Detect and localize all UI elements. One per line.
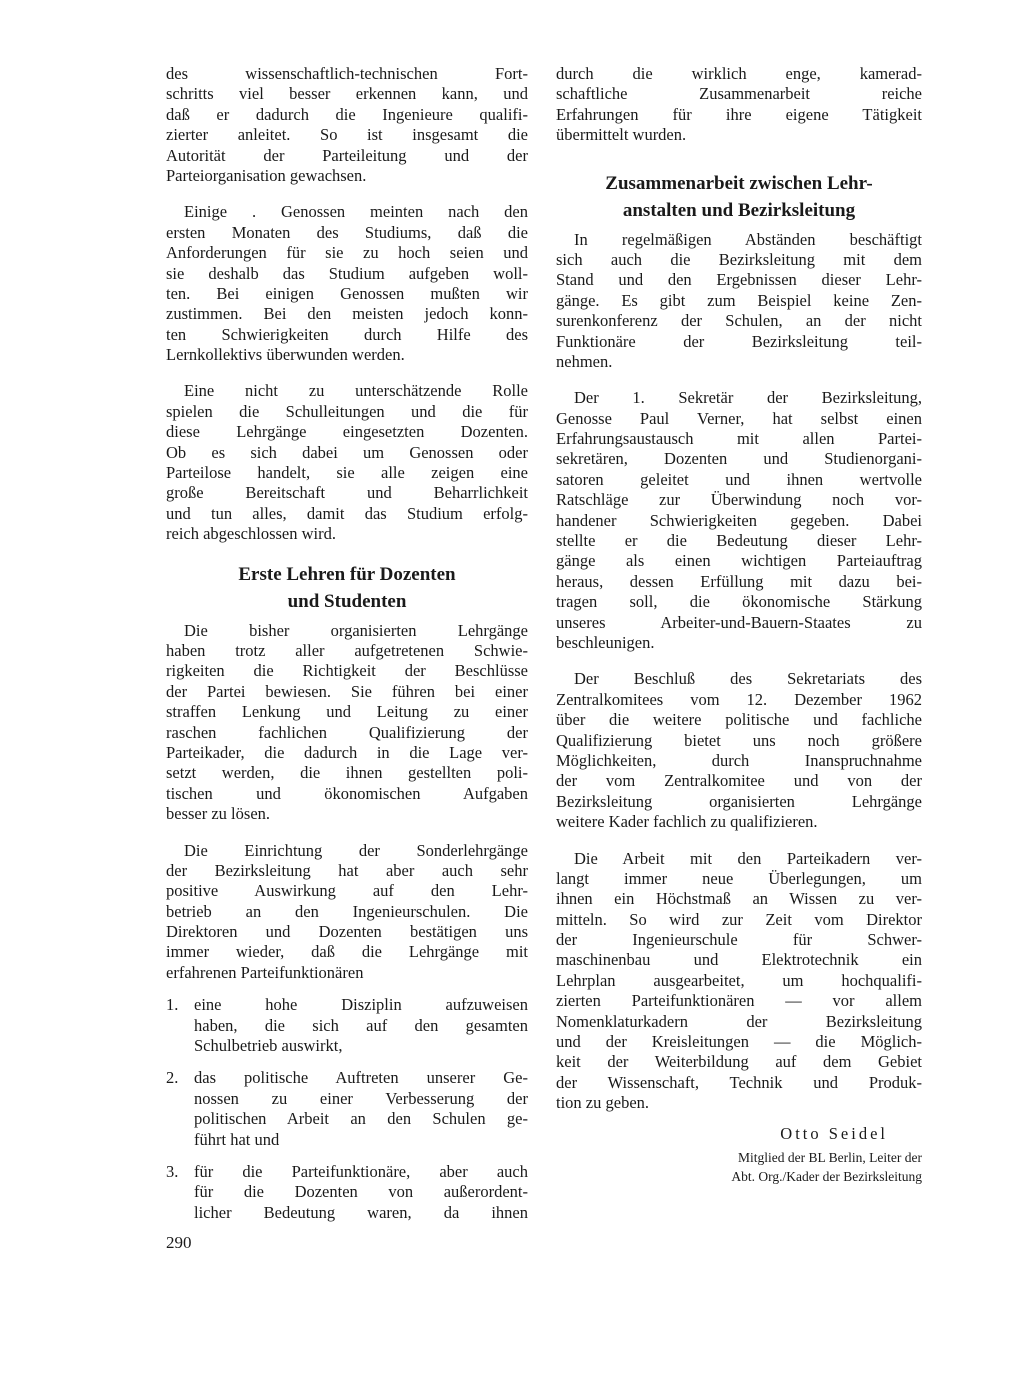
text-line: In regelmäßigen Abständen beschäftigt — [574, 229, 922, 249]
heading-line: Zusammenarbeit zwischen Lehr- — [605, 172, 873, 194]
text-line: haben, die sich auf den gesamten — [194, 1015, 528, 1035]
text-line: Stand und den Ergebnissen dieser Lehr- — [556, 270, 922, 290]
paragraph — [166, 381, 528, 544]
paragraph — [166, 621, 528, 825]
author-role-line: Abt. Org./Kader der Bezirksleitung — [731, 1168, 922, 1184]
text-line: handener Schwierigkeiten gegeben. Dabei — [556, 510, 922, 530]
heading-line: und Studenten — [287, 590, 407, 612]
text-line: Die Arbeit mit den Parteikadern ver- — [574, 848, 922, 868]
text-line: Parteikader, die dadurch in die Lage ver- — [166, 742, 528, 762]
text-line: ten. Bei einigen Genossen mußten wir — [166, 283, 528, 303]
text-line: Die bisher organisierten Lehrgänge — [184, 620, 528, 640]
text-line: der vom Zentralkomitee und von der — [556, 771, 922, 791]
text-line: erfahrenen Parteifunktionären — [166, 962, 364, 982]
page-number: 290 — [166, 1233, 192, 1252]
paragraph — [556, 64, 922, 146]
text-line: Funktionäre der Bezirksleitung teil- — [556, 331, 922, 351]
list-number: 2. — [166, 1068, 179, 1088]
text-line: durch die wirklich enge, kamerad- — [556, 64, 922, 83]
text-line: übermittelt wurden. — [556, 125, 687, 145]
text-line: reich abgeschlossen wird. — [166, 524, 336, 544]
list-item — [166, 995, 528, 1056]
text-line: Ratschläge zur Überwindung noch vor- — [556, 490, 922, 510]
text-line: Parteiorganisation gewachsen. — [166, 165, 367, 185]
text-line: und der Kreisleitungen — die Möglich- — [556, 1032, 922, 1052]
author-role-line: Mitglied der BL Berlin, Leiter der — [738, 1149, 922, 1165]
text-line: positive Auswirkung auf den Lehr- — [166, 881, 528, 901]
section-heading — [556, 170, 922, 224]
list-body — [194, 1068, 528, 1150]
text-line: mitteln. So wird zur Zeit vom Direktor — [556, 909, 922, 929]
text-line: Der 1. Sekretär der Bezirksleitung, — [574, 388, 922, 408]
paragraph — [556, 669, 922, 832]
text-line: licher Bedeutung waren, da ihnen — [194, 1202, 528, 1222]
list-item — [166, 1162, 528, 1223]
text-line: Zentralkomitees vom 12. Dezember 1962 — [556, 689, 922, 709]
text-line: Nomenklaturkadern der Bezirksleitung — [556, 1011, 922, 1031]
text-line: immer wieder, daß die Lehrgänge mit — [166, 942, 528, 962]
text-line: Eine nicht zu unterschätzende Rolle — [184, 381, 528, 401]
text-line: keit der Weiterbildung auf dem Gebiet — [556, 1052, 922, 1072]
text-line: Lernkollektivs überwunden werden. — [166, 345, 405, 365]
right-column — [556, 64, 922, 1186]
text-line: Möglichkeiten, durch Inanspruchnahme — [556, 750, 922, 770]
text-line: sich auch die Bezirksleitung mit dem — [556, 249, 922, 269]
text-line: straffen Lenkung und Leitung zu einer — [166, 702, 528, 722]
text-line: und tun alles, damit das Studium erfolg- — [166, 503, 528, 523]
text-line: Der Beschluß des Sekretariats des — [574, 669, 922, 689]
text-line: Einige . Genossen meinten nach den — [184, 202, 528, 222]
text-line: zierten Parteifunktionären — vor allem — [556, 991, 922, 1011]
author-name: Otto Seidel — [780, 1123, 888, 1143]
text-line: zustimmen. Bei den meisten jedoch konn- — [166, 304, 528, 324]
text-line: tischen und ökonomischen Aufgaben — [166, 783, 528, 803]
paragraph — [556, 849, 922, 1114]
text-line: für die Dozenten von außerordent- — [194, 1182, 528, 1202]
text-line: über die weitere politische und fachliche — [556, 710, 922, 730]
paragraph — [556, 388, 922, 653]
text-line: Bezirksleitung organisierten Lehrgänge — [556, 791, 922, 811]
text-line: heraus, dessen Erfüllung mit dazu bei- — [556, 571, 922, 591]
text-line: unseres Arbeiter-und-Bauern-Staates zu — [556, 612, 922, 632]
text-line: betrieb an den Ingenieurschulen. Die — [166, 901, 528, 921]
paragraph — [166, 202, 528, 365]
text-line: ersten Monaten des Studiums, daß die — [166, 222, 528, 242]
text-line: gänge. Es gibt zum Beispiel keine Zen- — [556, 290, 922, 310]
text-line: politischen Arbeit an den Schulen ge- — [194, 1109, 528, 1129]
text-line: nehmen. — [556, 351, 613, 371]
paragraph — [166, 841, 528, 984]
section-heading — [166, 561, 528, 615]
text-line: stellte er die Bedeutung dieser Lehr- — [556, 531, 922, 551]
text-line: Parteilose handelt, sie alle zeigen eine — [166, 463, 528, 483]
text-line: tragen soll, die ökonomische Stärkung — [556, 592, 922, 612]
text-line: haben trotz aller aufgetretenen Schwie- — [166, 640, 528, 660]
text-line: daß er dadurch die Ingenieure qualifi- — [166, 104, 528, 124]
list-number: 1. — [166, 995, 179, 1015]
text-line: schritts viel besser erkennen kann, und — [166, 84, 528, 104]
list-body — [194, 1162, 528, 1223]
text-line: große Bereitschaft und Beharrlichkeit — [166, 483, 528, 503]
text-line: Qualifizierung bietet uns noch größere — [556, 730, 922, 750]
paragraph — [556, 230, 922, 373]
text-line: Anforderungen für sie zu hoch seien und — [166, 243, 528, 263]
text-line: ten Schwierigkeiten durch Hilfe des — [166, 324, 528, 344]
text-line: Die Einrichtung der Sonderlehrgänge — [184, 840, 528, 860]
list-number: 3. — [166, 1161, 179, 1181]
list-item — [166, 1068, 528, 1150]
text-line: nossen zu einer Verbesserung der — [194, 1088, 528, 1108]
paragraph — [166, 64, 528, 186]
text-line: raschen fachlichen Qualifizierung der — [166, 722, 528, 742]
text-line: eine hohe Disziplin aufzuweisen — [194, 995, 528, 1015]
text-line: Genosse Paul Verner, hat selbst einen — [556, 408, 922, 428]
text-line: surenkonferenz der Schulen, an der nicht — [556, 311, 922, 331]
text-line: ihnen ein Höchstmaß an Wissen zu ver- — [556, 889, 922, 909]
text-line: der Ingenieurschule für Schwer- — [556, 930, 922, 950]
text-line: langt immer neue Überlegungen, um — [556, 868, 922, 888]
text-line: des wissenschaftlich-technischen Fort- — [166, 64, 528, 83]
text-line: tion zu geben. — [556, 1093, 650, 1113]
text-line: gänge als einen wichtigen Parteiauftrag — [556, 551, 922, 571]
text-line: schaftliche Zusammenarbeit reiche — [556, 84, 922, 104]
text-line: maschinenbau und Elektrotechnik ein — [556, 950, 922, 970]
text-line: Ob es sich dabei um Genossen oder — [166, 442, 528, 462]
text-line: der Wissenschaft, Technik und Produk- — [556, 1072, 922, 1092]
text-line: rigkeiten die Richtigkeit der Beschlüsse — [166, 661, 528, 681]
text-line: Erfahrungen für ihre eigene Tätigkeit — [556, 104, 922, 124]
text-line: weitere Kader fachlich zu qualifizieren. — [556, 812, 818, 832]
text-line: für die Parteifunktionäre, aber auch — [194, 1161, 528, 1181]
text-line: sekretären, Dozenten und Studienorgani- — [556, 449, 922, 469]
text-line: zierter anleitet. So ist insgesamt die — [166, 125, 528, 145]
list-body — [194, 995, 528, 1056]
author-role — [556, 1148, 922, 1186]
text-line: diese Lehrgänge eingesetzten Dozenten. — [166, 422, 528, 442]
text-line: Erfahrungsaustausch mit allen Partei- — [556, 429, 922, 449]
text-line: Direktoren und Dozenten bestätigen uns — [166, 922, 528, 942]
text-line: sie deshalb das Studium aufgeben woll- — [166, 263, 528, 283]
text-line: Schulbetrieb auswirkt, — [194, 1036, 343, 1056]
text-line: satoren geleitet und ihnen wertvolle — [556, 469, 922, 489]
text-line: setzt werden, die ihnen gestellten poli- — [166, 763, 528, 783]
heading-line: anstalten und Bezirksleitung — [622, 199, 856, 221]
text-line: das politische Auftreten unserer Ge- — [194, 1068, 528, 1088]
text-line: der Bezirksleitung hat aber auch sehr — [166, 860, 528, 880]
text-line: der Partei bewiesen. Sie führen bei einer — [166, 681, 528, 701]
numbered-list — [166, 995, 528, 1223]
text-line: führt hat und — [194, 1129, 280, 1149]
text-line: Lehrplan ausgearbeitet, um hochqualifi- — [556, 970, 922, 990]
left-column — [166, 64, 528, 1235]
text-line: beschleunigen. — [556, 632, 655, 652]
text-line: spielen die Schulleitungen und die für — [166, 401, 528, 421]
text-line: Autorität der Parteileitung und der — [166, 145, 528, 165]
text-line: besser zu lösen. — [166, 804, 271, 824]
heading-line: Erste Lehren für Dozenten — [238, 563, 456, 585]
